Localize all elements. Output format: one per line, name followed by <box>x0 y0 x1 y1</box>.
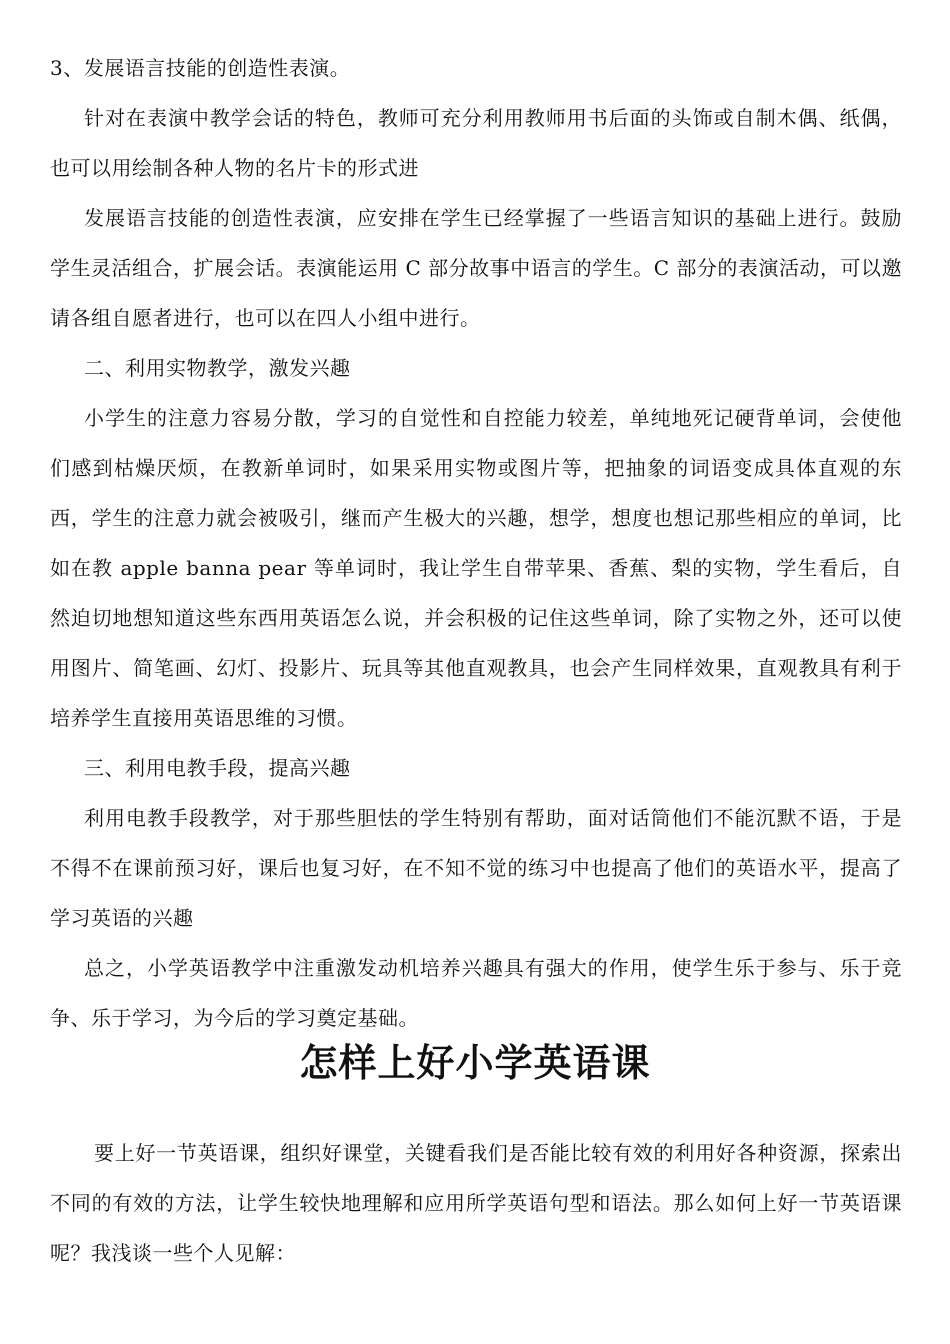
section-heading-realia-teaching: 二、利用实物教学，激发兴趣 <box>84 356 351 380</box>
paragraph-creative-performance: 发展语言技能的创造性表演，应安排在学生已经掌握了一些语言知识的基础上进行。鼓励学生灵活组合，扩展会话。表演能运用 C 部分故事中语言的学生。C 部分的表演活动，可以邀请各组自愿者进行，也可以在四人小组中进行。 <box>50 206 902 330</box>
section-heading-audiovisual: 三、利用电教手段，提高兴趣 <box>84 756 351 780</box>
paragraph-audiovisual: 利用电教手段教学，对于那些胆怯的学生特别有帮助，面对话筒他们不能沉默不语，于是不得不在课前预习好，课后也复习好，在不知不觉的练习中也提高了他们的英语水平，提高了学习英语的兴趣 <box>50 806 902 930</box>
section-heading-creative-performance: 3、发展语言技能的创造性表演。 <box>50 56 351 80</box>
paragraph-headwear-puppets: 针对在表演中教学会话的特色，教师可充分利用教师用书后面的头饰或自制木偶、纸偶，也可以用绘制各种人物的名片卡的形式进 <box>50 106 902 180</box>
paragraph-article-intro: 要上好一节英语课，组织好课堂，关键看我们是否能比较有效的利用好各种资源，探索出不同的有效的方法，让学生较快地理解和应用所学英语句型和语法。那么如何上好一节英语课呢？我浅谈一些个人见解： <box>50 1141 902 1265</box>
paragraph-conclusion: 总之，小学英语教学中注重激发动机培养兴趣具有强大的作用，使学生乐于参与、乐于竞争、乐于学习，为今后的学习奠定基础。 <box>50 956 902 1030</box>
paragraph-realia-teaching: 小学生的注意力容易分散，学习的自觉性和自控能力较差，单纯地死记硬背单词，会使他们感到枯燥厌烦，在教新单词时，如果采用实物或图片等，把抽象的词语变成具体直观的东西，学生的注意力就会被吸引，继而产生极大的兴趣，想学，想度也想记那些相应的单词，比如在教 apple banna pear 等单词时，我让学生自带苹果、香蕉、梨的实物，学生看后，自然迫切地想知道这些东西用英语怎么说，并会积极的记住这些单词，除了实物之外，还可以使用图片、简笔画、幻灯、投影片、玩具等其他直观教具，也会产生同样效果，直观教具有利于培养学生直接用英语思维的习惯。 <box>50 406 902 730</box>
article-title: 怎样上好小学英语课 <box>299 1041 651 1085</box>
